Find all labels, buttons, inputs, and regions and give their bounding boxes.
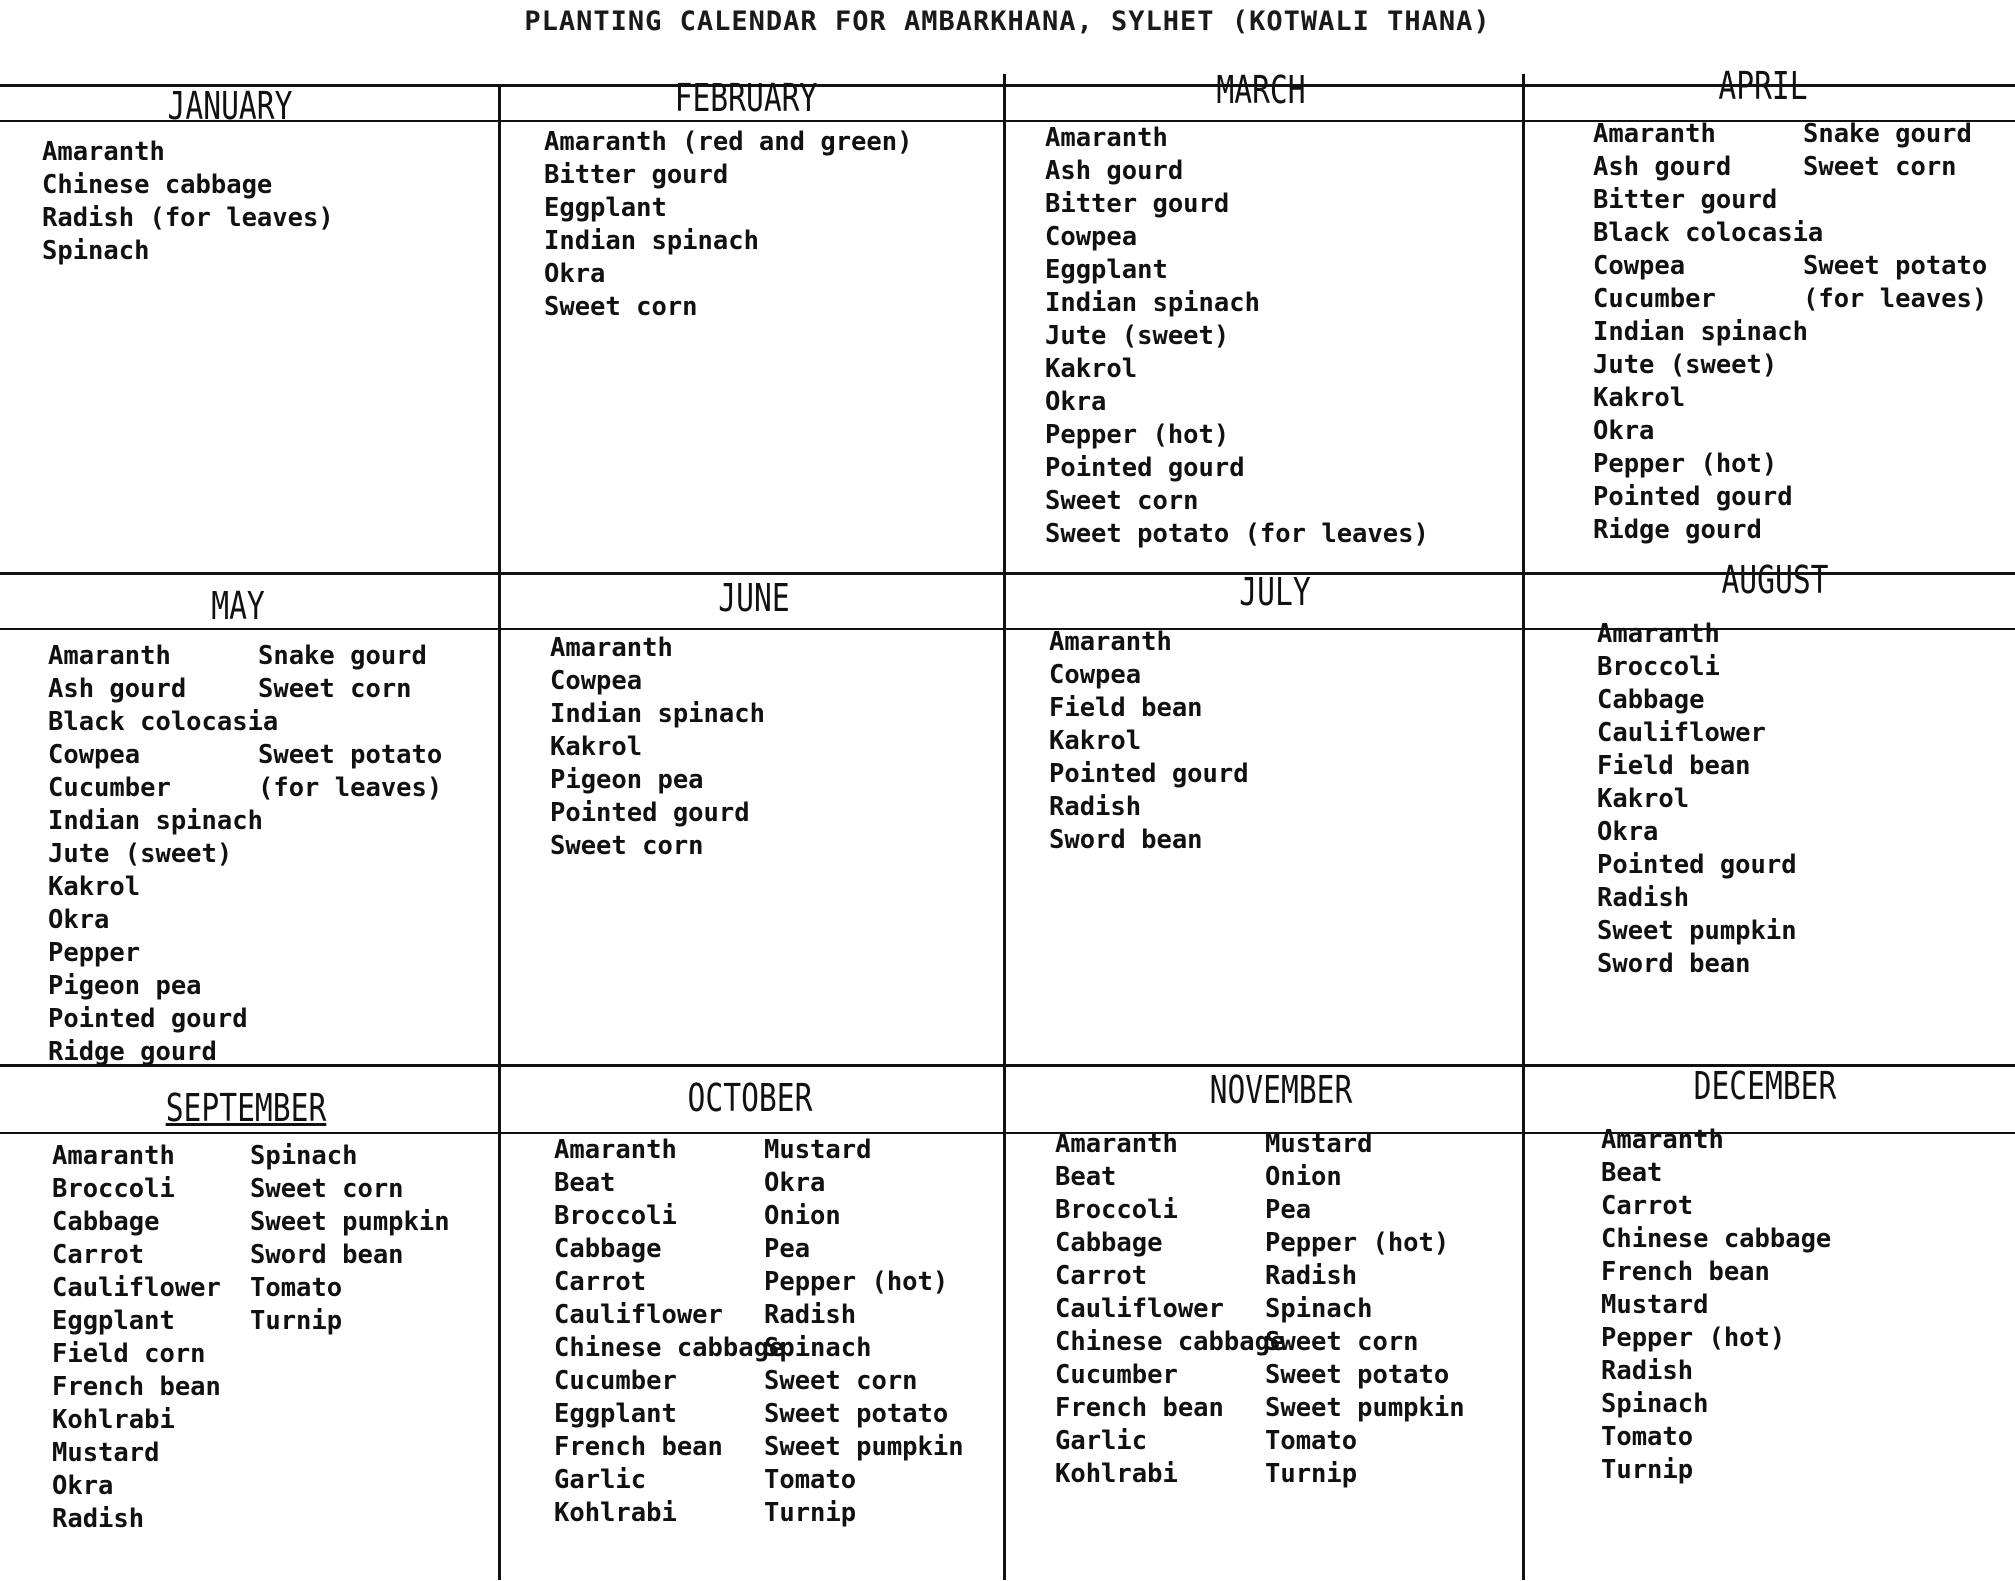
crop-item: Okra <box>1045 387 1107 417</box>
month-heading: OCTOBER <box>687 1076 813 1120</box>
crop-column <box>1803 118 1987 547</box>
crop-item: Radish <box>1049 792 1142 822</box>
crop-item: Tomato <box>1265 1426 1358 1456</box>
crop-list <box>1601 1124 1831 1487</box>
crop-item <box>1803 217 1987 250</box>
crop-item: Sweet potato <box>764 1399 949 1429</box>
crop-item: Ridge gourd <box>1593 515 1762 545</box>
crop-item: Spinach <box>764 1333 872 1363</box>
crop-item: Sweet corn <box>1265 1327 1419 1357</box>
crop-item: Cowpea <box>48 740 141 770</box>
crop-item: Sweet corn <box>550 831 704 861</box>
crop-item: Amaranth <box>48 641 171 671</box>
crop-item: Kakrol <box>1597 784 1690 814</box>
column-divider-2 <box>1003 74 1006 1580</box>
crop-item: Mustard <box>52 1438 160 1468</box>
crop-list <box>1049 626 1249 857</box>
crop-item: Broccoli <box>1055 1195 1178 1225</box>
crop-item: Pepper (hot) <box>1593 449 1778 479</box>
crop-item: Jute (sweet) <box>1045 321 1230 351</box>
crop-item: Kakrol <box>48 872 141 902</box>
crop-item: Sword bean <box>1597 949 1751 979</box>
crop-item: Mustard <box>1265 1129 1373 1159</box>
crop-item: Radish <box>1601 1356 1694 1386</box>
crop-item: (for leaves) <box>258 773 443 803</box>
crop-item: Cowpea <box>1049 660 1142 690</box>
crop-item: Spinach <box>42 236 150 266</box>
crop-item: Bitter gourd <box>544 160 729 190</box>
crop-item: Ash gourd <box>48 674 187 704</box>
crop-item: Turnip <box>250 1306 343 1336</box>
crop-item: Sword bean <box>1049 825 1203 855</box>
crop-item: Amaranth <box>42 137 165 167</box>
crop-item: Onion <box>1265 1162 1342 1192</box>
crop-item: Onion <box>764 1201 841 1231</box>
crop-item: Mustard <box>1601 1290 1709 1320</box>
crop-column <box>1593 118 1824 547</box>
crop-item: Radish (for leaves) <box>42 203 334 233</box>
crop-list <box>1593 118 1987 547</box>
crop-item: Bitter gourd <box>1593 185 1778 215</box>
crop-item: Okra <box>48 905 110 935</box>
crop-item: Pigeon pea <box>48 971 202 1001</box>
crop-item: Pigeon pea <box>550 765 704 795</box>
crop-item: Field corn <box>52 1339 206 1369</box>
crop-list <box>550 632 765 863</box>
crop-item: Turnip <box>1601 1455 1694 1485</box>
crop-list <box>42 136 334 268</box>
crop-item: Field bean <box>1049 693 1203 723</box>
crop-item: Okra <box>544 259 606 289</box>
crop-item: Tomato <box>764 1465 857 1495</box>
crop-item: Pointed gourd <box>1049 759 1249 789</box>
crop-item: French bean <box>554 1432 723 1462</box>
crop-item <box>1803 184 1987 217</box>
crop-item: Sweet corn <box>1045 486 1199 516</box>
crop-item: Pepper <box>48 938 141 968</box>
crop-item: Spinach <box>1601 1389 1709 1419</box>
crop-item: Turnip <box>764 1498 857 1528</box>
crop-item: Sweet pumpkin <box>1597 916 1797 946</box>
crop-column <box>554 1134 785 1530</box>
crop-item: Pepper (hot) <box>1601 1323 1786 1353</box>
crop-item: Carrot <box>554 1267 647 1297</box>
crop-item: Garlic <box>1055 1426 1148 1456</box>
crop-item: Sword bean <box>250 1240 404 1270</box>
crop-item: Amaranth <box>554 1135 677 1165</box>
crop-item: Indian spinach <box>1045 288 1260 318</box>
crop-item: Cowpea <box>1045 222 1138 252</box>
crop-list <box>52 1140 450 1536</box>
crop-column <box>1045 122 1429 551</box>
crop-item: Cucumber <box>48 773 171 803</box>
crop-item: Kakrol <box>1049 726 1142 756</box>
crop-column <box>1597 618 1797 981</box>
crop-item: Sweet pumpkin <box>764 1432 964 1462</box>
crop-column <box>1265 1128 1465 1491</box>
crop-list <box>48 640 442 1069</box>
crop-item: Jute (sweet) <box>48 839 233 869</box>
crop-column <box>1049 626 1249 857</box>
crop-item: Kohlrabi <box>1055 1459 1178 1489</box>
crop-item: Amaranth <box>1049 627 1172 657</box>
crop-list <box>1045 122 1429 551</box>
crop-item: Broccoli <box>1597 652 1720 682</box>
crop-item: Chinese cabbage <box>554 1333 785 1363</box>
month-heading: JULY <box>1239 570 1311 614</box>
crop-item: Indian spinach <box>544 226 759 256</box>
month-heading: MAY <box>211 584 265 628</box>
crop-item: Sweet corn <box>258 674 412 704</box>
crop-item: Carrot <box>52 1240 145 1270</box>
crop-item: Sweet corn <box>764 1366 918 1396</box>
month-heading: DECEMBER <box>1693 1064 1837 1108</box>
crop-item: Eggplant <box>554 1399 677 1429</box>
crop-list <box>544 126 912 324</box>
crop-column <box>1055 1128 1286 1491</box>
crop-item: Sweet corn <box>544 292 698 322</box>
crop-item: Cauliflower <box>1055 1294 1224 1324</box>
crop-item: Ridge gourd <box>48 1037 217 1067</box>
crop-item: Chinese cabbage <box>42 170 273 200</box>
crop-column <box>544 126 912 324</box>
crop-item: Cabbage <box>1597 685 1705 715</box>
crop-item: Sweet pumpkin <box>1265 1393 1465 1423</box>
crop-item: Broccoli <box>554 1201 677 1231</box>
month-heading: FEBRUARY <box>674 76 818 120</box>
crop-item: Okra <box>1597 817 1659 847</box>
crop-item: Amaranth <box>52 1141 175 1171</box>
crop-item: Spinach <box>250 1141 358 1171</box>
crop-column <box>258 640 442 1069</box>
crop-item: Cucumber <box>1593 284 1716 314</box>
month-heading: AUGUST <box>1721 558 1829 602</box>
crop-item: Ash gourd <box>1593 152 1732 182</box>
crop-item: Pepper (hot) <box>1045 420 1230 450</box>
crop-item: Indian spinach <box>1593 317 1808 347</box>
crop-item: (for leaves) <box>1803 284 1988 314</box>
crop-item: French bean <box>1055 1393 1224 1423</box>
crop-item: Beat <box>1601 1158 1663 1188</box>
crop-item <box>258 706 442 739</box>
crop-item: Cabbage <box>52 1207 160 1237</box>
month-heading: APRIL <box>1718 64 1808 108</box>
crop-item: Tomato <box>1601 1422 1694 1452</box>
crop-item: Cauliflower <box>554 1300 723 1330</box>
crop-item: Jute (sweet) <box>1593 350 1778 380</box>
crop-item: Amaranth <box>1601 1125 1724 1155</box>
crop-item: Sweet potato (for leaves) <box>1045 519 1429 549</box>
crop-item: Pointed gourd <box>48 1004 248 1034</box>
crop-item: Radish <box>52 1504 145 1534</box>
crop-item: Tomato <box>250 1273 343 1303</box>
crop-item: Mustard <box>764 1135 872 1165</box>
crop-item: Amaranth (red and green) <box>544 127 913 157</box>
crop-item: Pointed gourd <box>1045 453 1245 483</box>
crop-item: Eggplant <box>544 193 667 223</box>
crop-item: Pointed gourd <box>1597 850 1797 880</box>
crop-item: Carrot <box>1601 1191 1694 1221</box>
month-heading: MARCH <box>1216 68 1306 112</box>
crop-column <box>764 1134 964 1530</box>
crop-item: Spinach <box>1265 1294 1373 1324</box>
month-heading: JUNE <box>718 576 790 620</box>
crop-item: Amaranth <box>1593 119 1716 149</box>
crop-item: Radish <box>1265 1261 1358 1291</box>
crop-item: Broccoli <box>52 1174 175 1204</box>
crop-item: Okra <box>764 1168 826 1198</box>
crop-item: Cauliflower <box>1597 718 1766 748</box>
crop-item: Indian spinach <box>550 699 765 729</box>
crop-item: Sweet corn <box>250 1174 404 1204</box>
crop-item: Indian spinach <box>48 806 263 836</box>
crop-item: Cowpea <box>1593 251 1686 281</box>
crop-item: Cucumber <box>554 1366 677 1396</box>
crop-item: Kakrol <box>550 732 643 762</box>
crop-item: Chinese cabbage <box>1601 1224 1832 1254</box>
crop-item: French bean <box>1601 1257 1770 1287</box>
crop-item: Pointed gourd <box>550 798 750 828</box>
page-title: PLANTING CALENDAR FOR AMBARKHANA, SYLHET (KOTWALI THANA) <box>524 6 1491 37</box>
crop-column <box>550 632 765 863</box>
month-heading: SEPTEMBER <box>165 1086 327 1130</box>
crop-item: Kakrol <box>1593 383 1686 413</box>
crop-item: Kakrol <box>1045 354 1138 384</box>
crop-item: Ash gourd <box>1045 156 1184 186</box>
crop-item: Cabbage <box>554 1234 662 1264</box>
crop-column <box>52 1140 250 1536</box>
crop-item: Sweet potato <box>1265 1360 1450 1390</box>
crop-item: Pea <box>764 1234 811 1264</box>
crop-item: Snake gourd <box>258 641 427 671</box>
crop-column <box>42 136 334 268</box>
crop-item: Radish <box>1597 883 1690 913</box>
crop-item: Cabbage <box>1055 1228 1163 1258</box>
crop-item: Beat <box>1055 1162 1117 1192</box>
crop-item: Field bean <box>1597 751 1751 781</box>
crop-list <box>1597 618 1797 981</box>
crop-item: Eggplant <box>1045 255 1168 285</box>
month-heading: JANUARY <box>167 84 293 128</box>
crop-item: Sweet corn <box>1803 152 1957 182</box>
crop-item: Okra <box>52 1471 114 1501</box>
crop-item: Kohlrabi <box>554 1498 677 1528</box>
crop-item: Amaranth <box>550 633 673 663</box>
crop-column <box>1601 1124 1831 1487</box>
crop-column <box>250 1140 450 1536</box>
crop-item: Amaranth <box>1055 1129 1178 1159</box>
crop-item: Bitter gourd <box>1045 189 1230 219</box>
crop-item: Carrot <box>1055 1261 1148 1291</box>
crop-list <box>554 1134 964 1530</box>
crop-item: Snake gourd <box>1803 119 1972 149</box>
crop-item: Black colocasia <box>48 707 279 737</box>
crop-item: Pointed gourd <box>1593 482 1793 512</box>
crop-item: Sweet potato <box>258 740 443 770</box>
crop-list <box>1055 1128 1465 1491</box>
crop-item: Sweet pumpkin <box>250 1207 450 1237</box>
column-divider-3 <box>1522 74 1525 1580</box>
crop-item: Pea <box>1265 1195 1312 1225</box>
crop-item: Garlic <box>554 1465 647 1495</box>
crop-item: Pepper (hot) <box>1265 1228 1450 1258</box>
crop-item: Turnip <box>1265 1459 1358 1489</box>
crop-item: Okra <box>1593 416 1655 446</box>
crop-item: Cucumber <box>1055 1360 1178 1390</box>
crop-item: Cauliflower <box>52 1273 221 1303</box>
crop-item: Sweet potato <box>1803 251 1988 281</box>
crop-item: Pepper (hot) <box>764 1267 949 1297</box>
crop-item: Kohlrabi <box>52 1405 175 1435</box>
crop-item: Black colocasia <box>1593 218 1824 248</box>
crop-column <box>48 640 279 1069</box>
column-divider-1 <box>498 84 501 1580</box>
crop-item: Beat <box>554 1168 616 1198</box>
crop-item: Eggplant <box>52 1306 175 1336</box>
crop-item: Radish <box>764 1300 857 1330</box>
month-heading: NOVEMBER <box>1209 1068 1353 1112</box>
crop-item: French bean <box>52 1372 221 1402</box>
crop-item: Chinese cabbage <box>1055 1327 1286 1357</box>
crop-item: Amaranth <box>1045 123 1168 153</box>
crop-item: Amaranth <box>1597 619 1720 649</box>
crop-item: Cowpea <box>550 666 643 696</box>
